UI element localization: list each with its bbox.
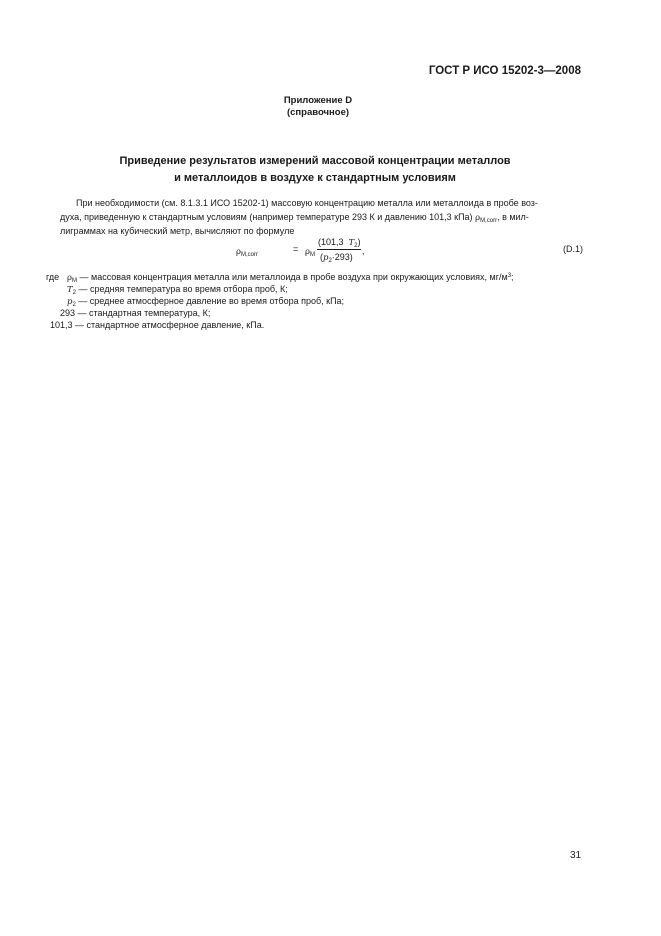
- formula-numerator-open: (101,3: [318, 237, 344, 247]
- paragraph-line-3: лиграммах на кубический метр, вычисляют по формуле: [60, 226, 295, 236]
- appendix-title: Приложение D: [283, 95, 353, 106]
- where-item-293: [60, 308, 210, 318]
- formula-trailing-comma: ,: [362, 246, 365, 256]
- formula-numerator-close: ): [357, 237, 361, 247]
- paragraph-line-1: При необходимости (см. 8.1.3.1 ИСО 15202-1) массовую концентрацию металла или металлоида в пробе воз-: [76, 198, 538, 208]
- where-item-293-text: — стандартная температура, К;: [75, 308, 211, 318]
- formula-rhs-rho-wrap: [305, 246, 315, 257]
- rho-symbol: ρ: [475, 213, 481, 223]
- where-item-p2-symbol: p: [67, 297, 73, 307]
- formula-rhs-rho: ρ: [305, 247, 310, 257]
- page-number: 31: [570, 850, 582, 861]
- document-header-id: ГОСТ Р ИСО 15202-3—2008: [428, 65, 581, 77]
- appendix-subtitle: (справочное): [286, 107, 350, 118]
- where-item-rho-tail: ;: [511, 272, 514, 282]
- formula-denominator: [320, 252, 353, 263]
- formula-denominator-p-subscript: 2: [328, 258, 332, 264]
- section-heading-line-1: Приведение результатов измерений массовой концентрации металлов: [119, 155, 511, 167]
- where-item-101-text: — стандартное атмосферное давление, кПа.: [72, 320, 265, 330]
- formula-numerator-T: T: [348, 238, 355, 248]
- where-item-rho-superscript: 3: [507, 273, 512, 279]
- where-item-T2: [67, 284, 288, 295]
- rho-subscript: M,corr: [480, 218, 498, 224]
- formula-denominator-rest: ·293): [331, 252, 353, 262]
- where-item-p2: [67, 296, 344, 307]
- formula-number: (D.1): [563, 244, 583, 254]
- where-item-T2-text: — средняя температура во время отбора проб, К;: [76, 284, 288, 294]
- formula-lhs-subscript: M,corr: [241, 252, 258, 258]
- where-item-T2-subscript: 2: [72, 290, 77, 296]
- where-item-rho: [67, 272, 514, 283]
- where-item-rho-subscript: M: [72, 278, 77, 284]
- formula-rhs-subscript: M: [310, 252, 315, 258]
- paragraph-line-2-text: духа, приведенную к стандартным условиям (например температуре 293 К и давлению 101,3 кПа): [60, 212, 473, 222]
- where-item-p2-text: — среднее атмосферное давление во время отбора проб, кПа;: [75, 296, 345, 306]
- where-item-293-symbol: 293: [60, 308, 76, 318]
- formula-lhs: [236, 246, 258, 257]
- where-item-T2-symbol: T: [67, 285, 73, 295]
- formula-equals: =: [293, 244, 299, 254]
- where-item-101-symbol: 101,3: [50, 320, 73, 330]
- formula-denominator-p: p: [323, 253, 329, 263]
- fraction-bar: [317, 249, 361, 250]
- formula-denominator-open: (: [320, 252, 323, 262]
- paragraph-line-2: [60, 212, 529, 223]
- where-item-p2-subscript: 2: [72, 302, 76, 308]
- where-item-rho-text: — массовая концентрация металла или металлоида в пробе воздуха при окружающих условиях, мг/м: [77, 272, 508, 282]
- where-label: где: [46, 272, 60, 282]
- formula-numerator-T-subscript: 2: [354, 243, 358, 249]
- section-heading-line-2: и металлоидов в воздухе к стандартным условиям: [174, 172, 456, 184]
- formula-lhs-rho: ρ: [236, 247, 241, 257]
- where-item-rho-symbol: ρ: [67, 273, 72, 283]
- where-item-101: [50, 320, 264, 330]
- paragraph-line-2-tail: , в мил-: [497, 212, 529, 222]
- formula-numerator: [318, 237, 361, 248]
